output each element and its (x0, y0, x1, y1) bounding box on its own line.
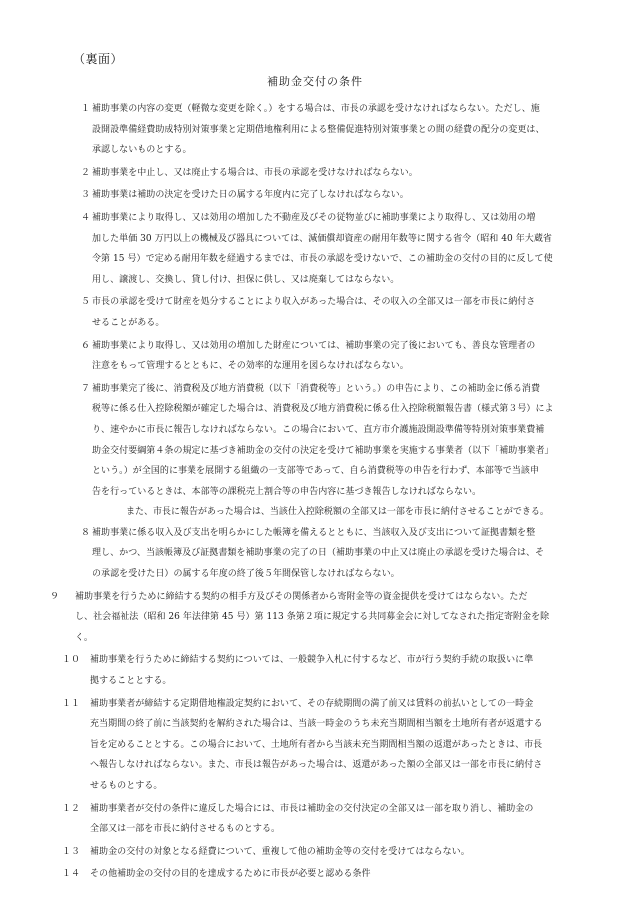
conditions-list (50, 99, 582, 885)
condition-text (75, 587, 582, 649)
condition-item (62, 163, 582, 184)
condition-item (62, 864, 582, 885)
condition-number: １４ (62, 869, 81, 880)
condition-sub-paragraph: また、市長に報告があった場合は、当該仕入控除税額の全部又は一部を市長に納付させることができる。 (126, 507, 549, 518)
condition-item (62, 336, 582, 377)
condition-number: １１ (62, 698, 81, 709)
condition-text-line: 補助事業者が交付の条件に違反した場合には、市長は補助金の交付決定の全部又は一部を取り消し、補助金の (90, 803, 534, 814)
condition-number: ３ (81, 190, 91, 201)
condition-text (92, 523, 582, 585)
condition-text-line: 補助事業に係る収入及び支出を明らかにした帳簿を備えるとともに、当該収入及び支出について証拠書類を整 (92, 527, 536, 538)
condition-text (90, 864, 582, 885)
condition-text-line: 補助事業を中止し、又は廃止する場合は、市長の承認を受けなければならない。 (92, 167, 418, 178)
condition-text-line: という。）が全国的に事業を展開する組織の一支部等であって、自ら消費税等の申告を行わず、本部等で当該申 (92, 466, 540, 477)
condition-item (62, 842, 582, 863)
condition-item (62, 379, 582, 503)
condition-text-line: 注意をもって管理するとともに、その効率的な運用を図らなければならない。 (92, 361, 409, 372)
condition-item (62, 208, 582, 290)
condition-number: ７ (81, 383, 91, 394)
condition-number: ２ (81, 167, 91, 178)
condition-number: ４ (81, 212, 91, 223)
condition-number: ５ (81, 297, 91, 308)
condition-text (92, 208, 582, 290)
condition-text-line: 加した単価 30 万円以上の機械及び器具については、減価償却資産の耐用年数等に関する省令（昭和 40 年大蔵省 (92, 233, 552, 244)
reverse-side-label: （裏面） (73, 52, 124, 66)
condition-text-line: 全部又は一部を市長に納付させるものとする。 (90, 824, 281, 835)
condition-number: １２ (62, 803, 81, 814)
condition-text-line: せることがある。 (92, 317, 165, 328)
condition-text-line: 令第 15 号）で定める耐用年数を経過するまでは、市長の承認を受けないで、この補助金の交付の目的に反して使 (92, 254, 553, 265)
condition-text-line: 市長の承認を受けて財産を処分することにより収入があった場合は、その収入の全部又は一部を市長に納付さ (92, 297, 536, 308)
condition-item (62, 523, 582, 585)
condition-text-line: り、速やかに市長に報告しなければならない。この場合において、直方市介護施設開設準備等特別対策事業費補 (92, 424, 545, 435)
condition-text-line: 補助事業により取得し、又は効用の増加した不動産及びその従物並びに補助事業により取得し、又は効用の増 (92, 212, 536, 223)
condition-text (92, 336, 582, 377)
condition-text-line: 充当期間の終了前に当該契約を解約された場合は、当該一時金のうち未充当期間相当額を土地所有者が返還する (90, 719, 543, 730)
condition-text-line: 承認しないものとする。 (92, 145, 192, 156)
condition-item (50, 587, 582, 649)
condition-number: １３ (62, 846, 81, 857)
condition-text (90, 842, 582, 863)
condition-text-line: せるものとする。 (90, 781, 163, 791)
condition-text-line: へ報告しなければならない。また、市長は報告があった場合は、返還があった額の全部又は一部を市長に納付さ (90, 760, 543, 771)
condition-text (92, 99, 582, 161)
condition-text-line: その他補助金の交付の目的を達成するために市長が必要と認める条件 (90, 869, 371, 880)
condition-text-line: 告を行っているときは、本部等の課税売上割合等の申告内容に基づき報告しなければならない。 (92, 486, 482, 497)
condition-number: １０ (62, 655, 81, 666)
condition-text-line: 補助事業は補助の決定を受けた日の属する年度内に完了しなければならない。 (92, 190, 409, 201)
condition-text (92, 379, 582, 503)
condition-text-line: 理し、かつ、当該帳簿及び証拠書類を補助事業の完了の日（補助事業の中止又は廃止の承認を受けた場合は、そ (92, 548, 545, 559)
condition-text-line: 補助事業者が締結する定期借地権設定契約において、その存続期間の満了前又は賃料の前払いとしての一時金 (90, 698, 534, 709)
condition-text (90, 694, 582, 797)
condition-number: ９ (50, 591, 60, 602)
condition-text-line: 補助事業を行うために締結する契約の相手方及びその関係者から寄附金等の資金提供を受けてはならない。ただ (75, 591, 528, 602)
condition-text (92, 185, 582, 206)
condition-text-line: の承認を受けた日）の属する年度の終了後５年間保管しなければならない。 (92, 569, 400, 580)
condition-text-line: 補助金の交付の対象となる経費について、重複して他の補助金等の交付を受けてはならない。 (90, 846, 470, 857)
condition-text-line: 助金交付要綱第４条の規定に基づき補助金の交付の決定を受けて補助事業を実施する事業者（以下「補助事業者」 (92, 445, 554, 456)
condition-text-line: 補助事業を行うために締結する契約については、一般競争入札に付するなど、市が行う契約手続の取扱いに準 (90, 655, 534, 666)
condition-text-line: 税等に係る仕入控除税額が確定した場合は、消費税及び地方消費税に係る仕入控除税額報告書（様式第３号）によ (92, 404, 554, 415)
condition-number: ６ (81, 340, 91, 351)
condition-text (92, 292, 582, 333)
condition-item (62, 799, 582, 840)
condition-text-line: 設開設準備経費助成特別対策事業と定期借地権利用による整備促進特別対策事業との間の経費の配分の変更は、 (92, 124, 545, 135)
condition-item (62, 292, 582, 333)
condition-number: ８ (81, 527, 91, 538)
condition-text-line: 用し、譲渡し、交換し、貸し付け、担保に供し、又は廃棄してはならない。 (92, 274, 400, 285)
page-title: 補助金交付の条件 (267, 75, 363, 88)
condition-text (90, 650, 582, 691)
condition-text-line: 補助事業により取得し、又は効用の増加した財産については、補助事業の完了後においても、善良な管理者の (92, 340, 536, 351)
condition-item (62, 99, 582, 161)
condition-item (62, 185, 582, 206)
condition-item (62, 650, 582, 691)
condition-text (90, 799, 582, 840)
condition-text (92, 163, 582, 184)
condition-text-line: し、社会福祉法（昭和 26 年法律第 45 号）第 113 条第２項に規定する共同募金会に対してなされた指定寄附金を除 (75, 612, 550, 623)
condition-text-line: 補助事業の内容の変更（軽微な変更を除く。）をする場合は、市長の承認を受けなければならない。ただし、施 (92, 104, 540, 114)
condition-text-line: 拠することとする。 (90, 676, 172, 687)
condition-text-line: く。 (75, 632, 93, 643)
condition-text-line: 補助事業完了後に、消費税及び地方消費税（以下「消費税等」という。）の申告により、この補助金に係る消費 (92, 383, 541, 394)
condition-item (62, 694, 582, 797)
condition-text-line: 旨を定めることとする。この場合において、土地所有者から当該未充当期間相当額の返還があったときは、市長 (90, 739, 543, 750)
condition-number: １ (81, 104, 91, 114)
